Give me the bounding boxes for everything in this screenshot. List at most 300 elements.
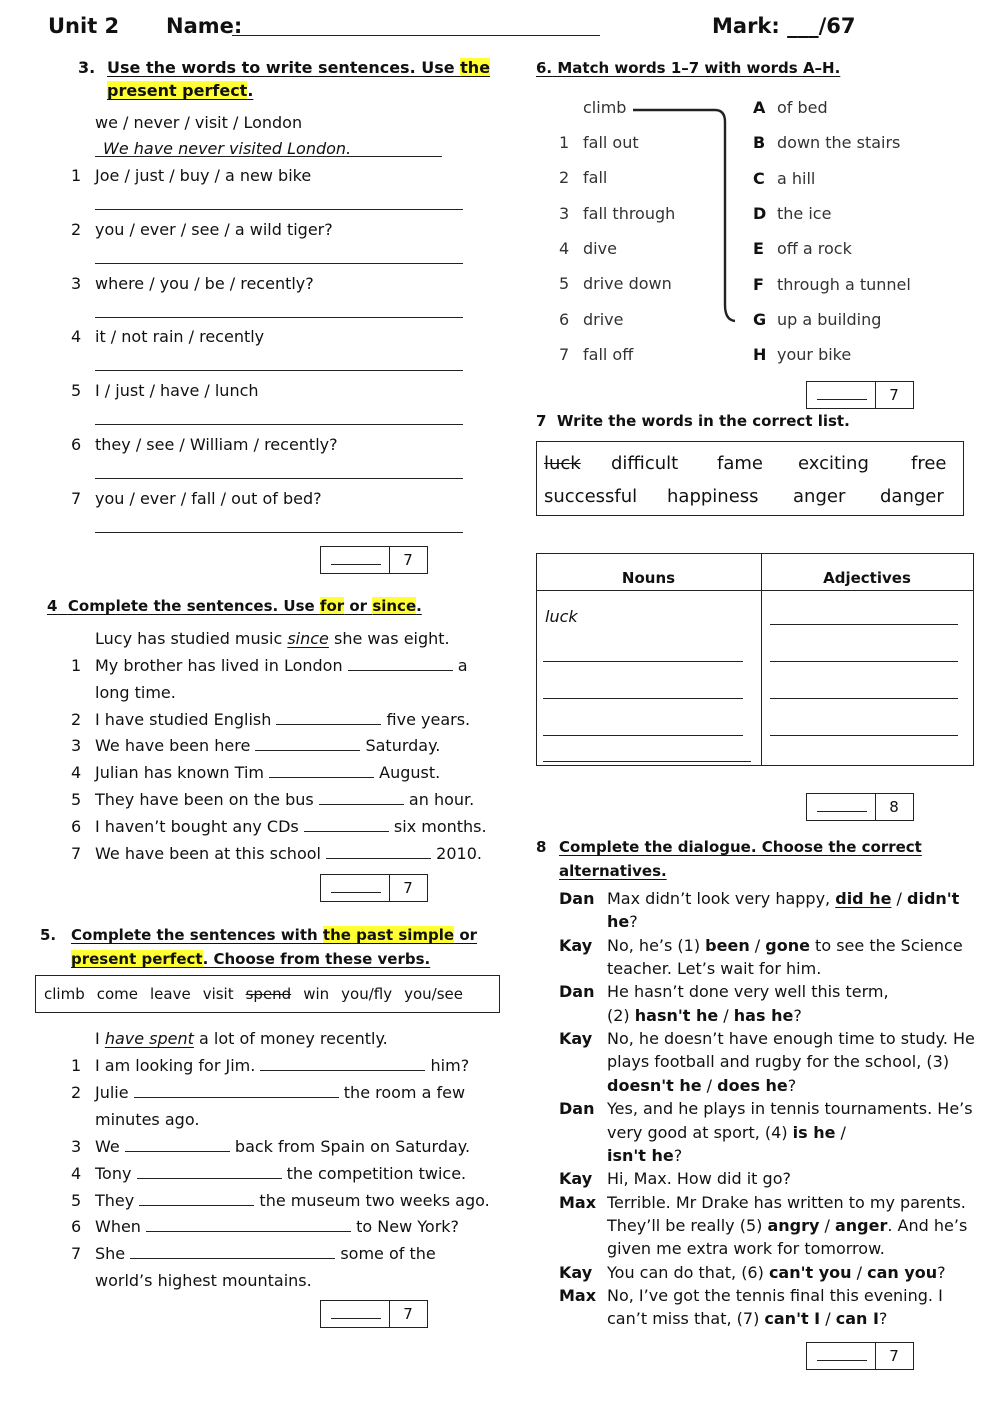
item-number: 5 (71, 790, 82, 809)
adjective-answer-line[interactable] (770, 698, 958, 699)
answer-blank[interactable] (304, 817, 389, 832)
dialogue-line (607, 936, 963, 955)
item-number: 2 (71, 709, 82, 729)
sentence-end: the room a few (343, 1082, 466, 1102)
answer-blank[interactable] (146, 1217, 351, 1232)
verb-option: you/fly (341, 985, 393, 1003)
ex7-col-nouns: Nouns (621, 569, 676, 587)
ex5-title-line2 (71, 950, 430, 968)
item-number: 2 (71, 1082, 82, 1102)
dialogue-text: (2) (607, 1005, 635, 1025)
alternative-option[interactable]: has he (733, 1005, 794, 1025)
alternative-option[interactable]: isn't he (607, 1145, 674, 1165)
match-left-word: fall out (583, 133, 639, 152)
sentence-start: long time. (95, 682, 176, 702)
dialogue-text: ? (793, 1005, 802, 1025)
score-total: 8 (889, 798, 899, 816)
answer-blank[interactable] (137, 1164, 282, 1179)
dialogue-text: can’t miss that, (7) (607, 1309, 765, 1329)
alternative-option[interactable]: did he (835, 889, 892, 908)
word-option: difficult (611, 453, 679, 474)
ex3-score-box (320, 546, 428, 574)
sentence-end: five years. (386, 709, 471, 729)
dialogue-line (607, 1263, 946, 1282)
sentence-start: Julie (95, 1082, 129, 1102)
match-left-word: fall through (583, 203, 676, 223)
word-option: happiness (667, 486, 759, 507)
item-prompt: where / you / be / recently? (95, 273, 314, 293)
ex8-title: Complete the dialogue. Choose the correct (559, 838, 922, 856)
word-option: fame (717, 453, 763, 474)
ex5-title (71, 926, 477, 944)
match-number: 4 (559, 238, 570, 258)
sentence-start: I have studied English (95, 709, 272, 729)
dialogue-text: ? (673, 1145, 683, 1165)
noun-answer-line[interactable] (543, 698, 743, 699)
answer-line[interactable] (95, 370, 463, 371)
item-number: 5 (71, 381, 82, 401)
sentence-row (95, 1191, 490, 1210)
dialogue-line (607, 1286, 943, 1305)
name-label: Name: (166, 14, 243, 38)
speaker: Kay (559, 1169, 593, 1189)
ex7-example-noun: luck (545, 607, 578, 626)
dialogue-line (607, 1169, 791, 1188)
dialogue-text: / (820, 1309, 836, 1329)
ex8-score-box (806, 1342, 914, 1370)
ex4-title-highlight-2: since (372, 597, 417, 615)
dialogue-text: ? (937, 1262, 946, 1282)
ex4-score-box (320, 874, 428, 902)
ex4-title-or: or (344, 597, 373, 615)
match-right-word: through a tunnel (777, 274, 911, 294)
sentence-row (95, 790, 474, 809)
ex5-title-highlight: the past simple (322, 926, 455, 944)
ex5-verb-box (35, 975, 500, 1013)
sentence-end: to New York? (356, 1217, 460, 1237)
answer-blank[interactable] (319, 790, 404, 805)
dialogue-text: No, I’ve got the tennis final this evening. I (607, 1285, 943, 1305)
match-letter: D (753, 203, 767, 223)
score-total: 7 (403, 879, 413, 897)
score-blank[interactable] (817, 1360, 867, 1361)
answer-blank[interactable] (125, 1137, 230, 1152)
dialogue-text: / (718, 1005, 734, 1025)
dialogue-line (607, 982, 889, 1001)
ex3-example-answer: We have never visited London. (103, 139, 352, 158)
sentence-start: Tony (95, 1163, 132, 1183)
answer-blank[interactable] (276, 710, 381, 725)
match-right-word: a hill (777, 168, 816, 188)
item-number: 4 (71, 763, 82, 783)
dialogue-text: He hasn’t done very well this term, (607, 982, 889, 1002)
dialogue-text: / (835, 1122, 846, 1142)
ex7-number: 7 (536, 412, 547, 430)
match-left-word: drive down (583, 274, 672, 294)
dialogue-line (607, 1123, 846, 1142)
speaker: Kay (559, 935, 593, 955)
alternative-option[interactable]: can't I (764, 1309, 821, 1329)
item-number: 6 (71, 816, 82, 836)
answer-blank[interactable] (269, 763, 374, 778)
ex6-number: 6. (536, 59, 553, 77)
answer-line[interactable] (95, 424, 463, 425)
sentence-row (95, 710, 470, 729)
answer-blank[interactable] (134, 1083, 339, 1098)
noun-answer-line[interactable] (543, 735, 743, 736)
sentence-start: When (95, 1217, 141, 1237)
ex3-title-highlight: the (460, 58, 491, 77)
score-total: 7 (889, 1347, 899, 1365)
ex3-title (107, 58, 490, 77)
dialogue-text: / (701, 1075, 718, 1095)
match-number: 2 (559, 168, 570, 188)
dialogue-text: . And he’s (887, 1215, 968, 1235)
ex7-score-box (806, 793, 914, 821)
match-letter: H (753, 345, 767, 365)
dialogue-line (607, 1216, 967, 1235)
alternative-option[interactable]: does he (717, 1075, 788, 1095)
ex4-title (47, 597, 422, 615)
sentence-end: six months. (393, 816, 487, 836)
dialogue-line (607, 1193, 966, 1212)
ex6-title (536, 59, 840, 77)
ex5-example-word: have spent (104, 1029, 194, 1048)
item-number: 3 (71, 273, 82, 293)
match-letter: B (753, 133, 766, 153)
dialogue-text: given me extra work for tomorrow. (607, 1239, 885, 1259)
speaker: Max (559, 1192, 597, 1212)
sentence-end: August. (379, 763, 441, 783)
sentence-row (95, 1083, 465, 1102)
speaker: Dan (559, 889, 595, 908)
sentence-row (95, 1244, 436, 1263)
ex5-title-highlight-2: present perfect (71, 950, 203, 968)
dialogue-line (607, 1239, 885, 1258)
mark-label: Mark: ___/67 (712, 14, 856, 38)
ex6-title-text: Match words 1–7 with words A–H. (557, 59, 841, 77)
sentence-start: Julian has known Tim (95, 763, 264, 783)
match-right-word: off a rock (777, 239, 852, 259)
answer-blank[interactable] (130, 1244, 335, 1259)
word-option: successful (544, 486, 638, 507)
dialogue-text: teacher. Let’s wait for him. (607, 959, 822, 979)
answer-blank[interactable] (139, 1191, 254, 1206)
answer-line[interactable] (95, 209, 463, 210)
dialogue-text: / (819, 1215, 835, 1235)
sentence-end: a (457, 656, 468, 675)
ex5-example-a: I (95, 1029, 105, 1048)
ex4-example (95, 629, 450, 648)
match-letter: C (753, 168, 765, 188)
alternative-option[interactable]: anger (834, 1215, 888, 1235)
match-letter: G (753, 309, 767, 329)
sentence-end: some of the (340, 1244, 436, 1264)
score-total: 7 (889, 386, 899, 404)
score-blank[interactable] (331, 1318, 381, 1319)
ex5-title-or: or (454, 926, 478, 944)
sentence-row (95, 736, 440, 755)
ex3-title-line2 (107, 81, 253, 100)
name-field[interactable] (232, 35, 600, 36)
item-prompt: they / see / William / recently? (95, 435, 338, 454)
speaker: Dan (559, 1099, 595, 1119)
dialogue-text: Max didn’t look very happy, (607, 889, 836, 908)
speaker: Dan (559, 982, 595, 1002)
item-number: 7 (71, 488, 82, 508)
match-letter: F (753, 274, 764, 294)
ex8-number: 8 (536, 838, 547, 856)
verb-option: win (303, 985, 330, 1003)
sentence-row (95, 763, 440, 782)
sentence-end: the museum two weeks ago. (259, 1190, 490, 1210)
item-number: 4 (71, 1163, 82, 1183)
sentence-start: We have been at this school (95, 843, 321, 863)
alternative-option[interactable]: angry (767, 1215, 820, 1235)
dialogue-text: / (891, 889, 907, 908)
match-number: 1 (559, 133, 570, 152)
item-number: 6 (71, 435, 82, 454)
alternative-option[interactable]: can't you (768, 1262, 852, 1282)
alternative-option[interactable]: is he (792, 1122, 836, 1142)
sentence-row (95, 1271, 312, 1290)
dialogue-line (607, 1006, 802, 1025)
ex4-example-word: since (287, 629, 329, 648)
ex8-title-line2: alternatives. (559, 862, 667, 880)
item-number: 4 (71, 327, 82, 347)
item-number: 1 (71, 1056, 82, 1075)
ex5-number: 5. (40, 926, 57, 944)
dialogue-text: to see the Science (809, 935, 963, 955)
verb-option: leave (149, 985, 191, 1003)
match-number: 5 (559, 274, 570, 294)
sentence-start: My brother has lived in London (95, 656, 343, 675)
dialogue-text: very good at sport, (4) (607, 1122, 793, 1142)
verb-option: climb (44, 985, 85, 1003)
sentence-end: the competition twice. (286, 1163, 467, 1183)
answer-line[interactable] (95, 532, 463, 533)
match-left-word: dive (583, 238, 617, 258)
adjective-answer-line[interactable] (770, 735, 958, 736)
speaker: Kay (559, 1029, 593, 1049)
match-number: 3 (559, 203, 570, 223)
item-number: 2 (71, 219, 82, 239)
score-total: 7 (403, 551, 413, 569)
alternative-option[interactable]: can I (835, 1309, 879, 1329)
ex5-example (95, 1029, 388, 1048)
sentence-start: We (95, 1136, 120, 1156)
item-prompt: I / just / have / lunch (95, 381, 259, 401)
ex3-example-prompt: we / never / visit / London (95, 113, 303, 132)
score-blank[interactable] (331, 564, 381, 565)
sentence-end: 2010. (436, 843, 482, 863)
alternative-option[interactable]: can you (867, 1262, 938, 1282)
noun-answer-line[interactable] (543, 661, 743, 662)
speaker: Kay (559, 1262, 593, 1282)
match-number: 7 (559, 344, 570, 364)
verb-option: you/see (404, 985, 463, 1003)
item-number: 1 (71, 656, 82, 675)
speaker: Max (559, 1285, 597, 1305)
match-right-word: down the stairs (777, 133, 901, 153)
sentence-row (95, 844, 482, 863)
ex7-title (536, 412, 850, 430)
ex4-example-b: she was eight. (328, 629, 450, 648)
sentence-start: We have been here (95, 736, 251, 756)
item-prompt: you / ever / see / a wild tiger? (95, 219, 333, 239)
word-option: luck (544, 453, 581, 474)
dialogue-text: No, he doesn’t have enough time to study. He (607, 1029, 975, 1049)
alternative-option[interactable]: doesn't he (607, 1075, 702, 1095)
verb-option: come (96, 985, 138, 1003)
dialogue-line (607, 1099, 973, 1118)
sentence-start: They have been on the bus (95, 790, 314, 809)
ex6-example-left: climb (583, 98, 627, 117)
dialogue-text: You can do that, (6) (607, 1262, 769, 1282)
score-blank[interactable] (331, 892, 381, 893)
ex7-table-header-line (536, 590, 973, 591)
sentence-start: She (95, 1244, 126, 1264)
dialogue-line (607, 889, 959, 908)
verb-option: spend (245, 985, 292, 1003)
sentence-start: I am looking for Jim. (95, 1056, 256, 1075)
ex5-title-text: Complete the sentences with (71, 926, 323, 944)
match-number: 6 (559, 309, 570, 329)
match-left-word: drive (583, 309, 624, 329)
dialogue-text: Yes, and he plays in tennis tournaments. He’s (607, 1099, 973, 1119)
sentence-row (95, 683, 176, 702)
ex3-title-end: . (247, 81, 254, 100)
ex3-example-line (95, 156, 442, 157)
word-option: anger (793, 486, 846, 507)
ex3-number: 3. (78, 58, 96, 77)
ex3-title-text: Use the words to write sentences. Use (107, 58, 461, 77)
dialogue-text: No, he’s (1) (607, 935, 706, 955)
alternative-option[interactable]: been (705, 935, 750, 955)
ex4-title-end: . (416, 597, 422, 615)
dialogue-text: Terrible. Mr Drake has written to my parents. (607, 1192, 966, 1212)
sentence-end: an hour. (408, 790, 475, 809)
match-right-word: up a building (777, 309, 882, 329)
item-number: 3 (71, 736, 82, 756)
word-option: exciting (798, 453, 869, 474)
match-right-word: the ice (777, 203, 832, 223)
sentence-row (95, 1056, 469, 1075)
match-right-word: of bed (777, 98, 828, 117)
score-blank[interactable] (817, 399, 867, 400)
ex6-score-box (806, 381, 914, 409)
dialogue-text: ? (629, 912, 638, 932)
sentence-end: back from Spain on Saturday. (234, 1136, 471, 1156)
dialogue-text: / (749, 935, 766, 955)
item-prompt: it / not rain / recently (95, 327, 265, 347)
dialogue-line (607, 1076, 796, 1095)
item-number: 6 (71, 1217, 82, 1237)
sentence-start: They (95, 1190, 135, 1210)
ex5-example-b: a lot of money recently. (193, 1029, 388, 1048)
item-number: 5 (71, 1190, 82, 1210)
sentence-start: minutes ago. (95, 1109, 200, 1129)
sentence-row (95, 1217, 459, 1236)
match-left-word: fall off (583, 344, 634, 364)
answer-line[interactable] (95, 263, 463, 264)
ex5-score-box (320, 1300, 428, 1328)
item-number: 7 (71, 1244, 82, 1264)
item-number: 3 (71, 1136, 82, 1156)
sentence-row (95, 1137, 470, 1156)
verb-option: visit (202, 985, 234, 1003)
ex5-verb-list (44, 985, 475, 1003)
match-right-word: your bike (777, 345, 852, 365)
dialogue-text: ? (878, 1309, 888, 1329)
item-prompt: Joe / just / buy / a new bike (95, 166, 312, 185)
item-number: 1 (71, 166, 82, 185)
adjective-answer-line[interactable] (770, 661, 958, 662)
answer-blank[interactable] (348, 656, 453, 671)
sentence-start: I haven’t bought any CDs (95, 816, 299, 836)
sentence-end: Saturday. (365, 736, 441, 756)
sentence-start: world’s highest mountains. (95, 1271, 312, 1291)
answer-blank[interactable] (260, 1056, 425, 1071)
alternative-option[interactable]: gone (765, 935, 810, 955)
item-number: 7 (71, 843, 82, 863)
score-total: 7 (403, 1305, 413, 1323)
sentence-row (95, 1110, 199, 1129)
ex3-title-highlight-2: present perfect (107, 81, 248, 100)
alternative-option[interactable]: hasn't he (634, 1005, 719, 1025)
sentence-end: him? (430, 1056, 470, 1075)
item-prompt: you / ever / fall / out of bed? (95, 488, 322, 508)
sentence-row (95, 817, 487, 836)
unit-label: Unit 2 (48, 14, 120, 38)
dialogue-line (607, 959, 821, 978)
word-option: danger (880, 486, 944, 507)
dialogue-line (607, 912, 638, 931)
dialogue-text: ? (787, 1075, 797, 1095)
dialogue-line (607, 1052, 949, 1071)
ex7-col-adjectives: Adjectives (823, 569, 911, 587)
ex7-title-text: Write the words in the correct list. (556, 412, 850, 430)
ex4-number: 4 (47, 597, 58, 615)
match-letter: E (753, 239, 764, 259)
dialogue-line (607, 1029, 975, 1048)
alternative-option[interactable]: he (607, 912, 630, 932)
noun-answer-line[interactable] (543, 761, 751, 762)
adjective-answer-line[interactable] (770, 624, 958, 625)
alternative-option[interactable]: didn't (907, 889, 960, 908)
answer-line[interactable] (95, 478, 463, 479)
ex4-example-a: Lucy has studied music (95, 629, 288, 648)
sentence-row (95, 656, 468, 675)
dialogue-text: plays football and rugby for the school, (3) (607, 1052, 950, 1072)
answer-blank[interactable] (326, 844, 431, 859)
answer-line[interactable] (95, 317, 463, 318)
match-left-word: fall (583, 168, 608, 188)
dialogue-text: Hi, Max. How did it go? (607, 1169, 791, 1189)
ex5-title-b: . Choose from these verbs. (202, 950, 431, 968)
word-option: free (911, 453, 947, 474)
score-blank[interactable] (817, 811, 867, 812)
ex4-title-highlight: for (319, 597, 345, 615)
ex4-title-text: Complete the sentences. Use (67, 597, 320, 615)
dialogue-text: They’ll be really (5) (607, 1215, 768, 1235)
sentence-row (95, 1164, 466, 1183)
dialogue-line (607, 1309, 887, 1328)
answer-blank[interactable] (255, 736, 360, 751)
dialogue-line (607, 1146, 682, 1165)
match-letter: A (753, 98, 766, 117)
dialogue-text: / (851, 1262, 868, 1282)
